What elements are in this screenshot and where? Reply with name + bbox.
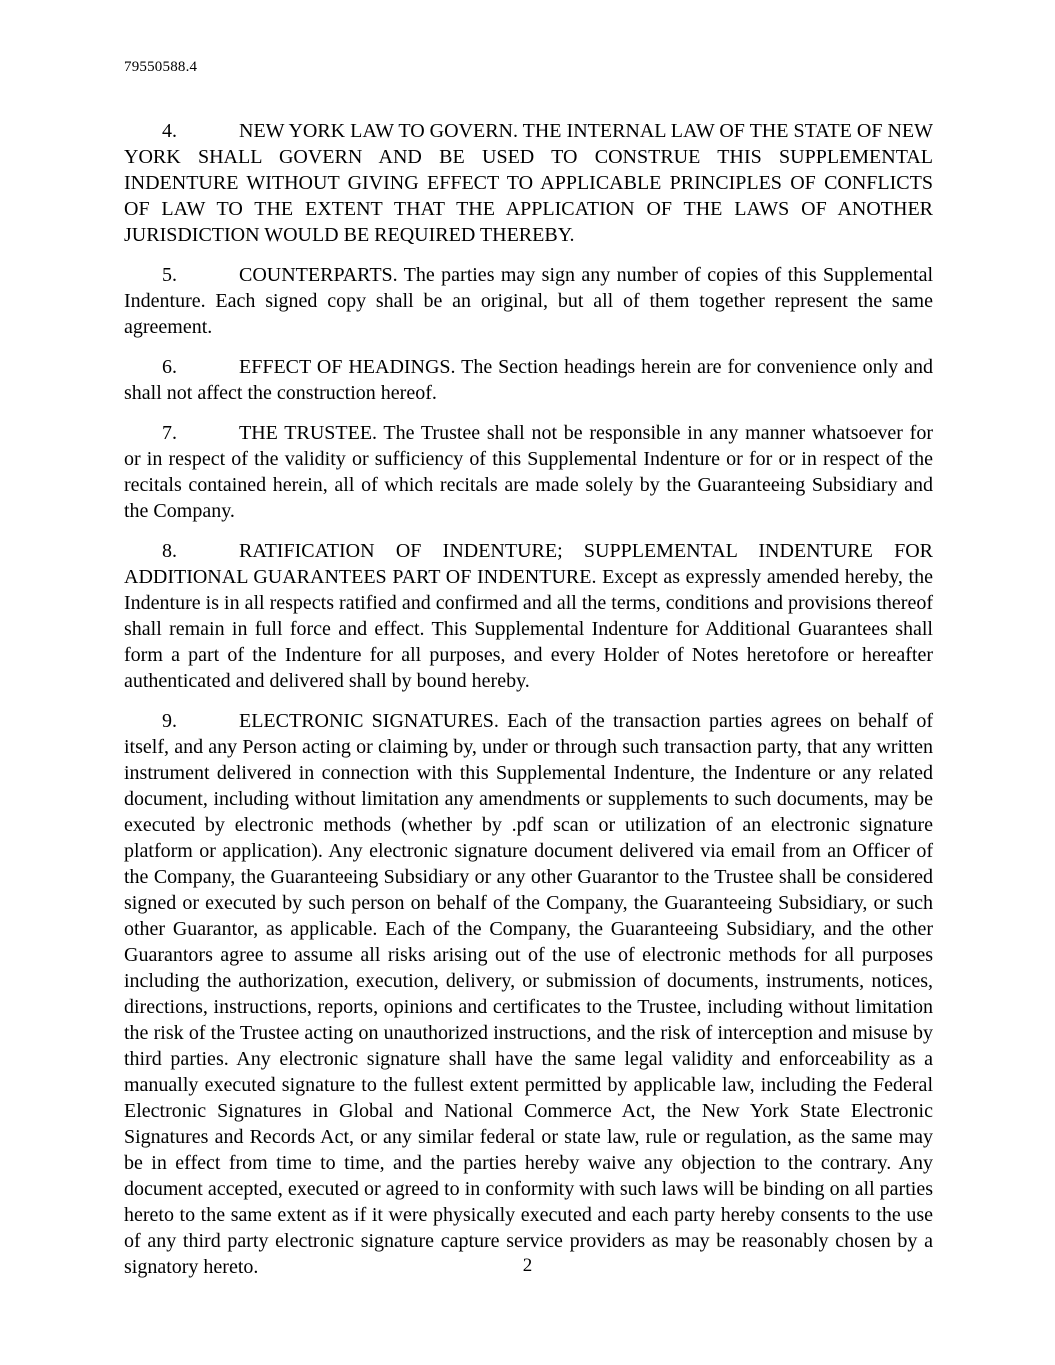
- paragraph-number: 6.: [162, 356, 177, 378]
- paragraph-text: RATIFICATION OF INDENTURE; SUPPLEMENTAL INDENTURE FOR ADDITIONAL GUARANTEES PART OF INDENTURE. Except as expressly amended hereby, the Indenture is in all respects ratified and confirmed and all the terms, conditions and provisions thereof shall remain in full force and effect. This Supplemental Indenture for Additional Guarantees shall form a part of the Indenture for all purposes, and every Holder of Notes heretofore or hereafter authenticated and delivered shall by bound hereby.: [124, 540, 933, 692]
- paragraph-number: 9.: [162, 710, 177, 732]
- paragraph: [124, 262, 933, 340]
- paragraph-number: 8.: [162, 540, 177, 562]
- paragraph: [124, 708, 933, 1280]
- page-number: 2: [522, 1255, 533, 1276]
- paragraph-number: 7.: [162, 422, 177, 444]
- paragraph-text: EFFECT OF HEADINGS. The Section headings herein are for convenience only and shall not affect the construction hereof.: [124, 356, 933, 404]
- paragraph: [124, 118, 933, 248]
- paragraph: [124, 538, 933, 694]
- paragraph-text: COUNTERPARTS. The parties may sign any number of copies of this Supplemental Indenture. Each signed copy shall be an original, but all of them together represent the same agreement.: [124, 264, 933, 338]
- paragraph-number: 5.: [162, 264, 177, 286]
- document-body: [124, 118, 933, 1294]
- paragraph: [124, 420, 933, 524]
- paragraph-number: 4.: [162, 120, 177, 142]
- paragraph-text: THE TRUSTEE. The Trustee shall not be responsible in any manner whatsoever for or in respect of the validity or sufficiency of this Supplemental Indenture or for or in respect of the recitals contained herein, all of which recitals are made solely by the Guaranteeing Subsidiary and the Company.: [124, 422, 933, 522]
- document-control-number: 79550588.4: [124, 59, 198, 75]
- paragraph-text: ELECTRONIC SIGNATURES. Each of the transaction parties agrees on behalf of itself, and any Person acting or claiming by, under or through such transaction party, that any written instrument delivered in connection with this Supplemental Indenture, the Indenture or any related document, including without limitation any amendments or supplements to such documents, may be executed by electronic methods (whether by .pdf scan or utilization of an electronic signature platform or application). Any electronic signature document delivered via email from an Officer of the Company, the Guaranteeing Subsidiary or any other Guarantor to the Trustee shall be considered signed or executed by such person on behalf of the Company, the Guaranteeing Subsidiary, or such other Guarantor, as applicable. Each of the Company, the Guaranteeing Subsidiary, and the other Guarantors agree to assume all risks arising out of the use of electronic methods for all purposes including the authorization, execution, delivery, or submission of documents, instruments, notices, directions, instructions, reports, opinions and certificates to the Trustee, including without limitation the risk of the Trustee acting on unauthorized instructions, and the risk of interception and misuse by third parties. Any electronic signature shall have the same legal validity and enforceability as a manually executed signature to the fullest extent permitted by applicable law, including the Federal Electronic Signatures in Global and National Commerce Act, the New York State Electronic Signatures and Records Act, or any similar federal or state law, rule or regulation, as the same may be in effect from time to time, and the parties hereby waive any objection to the contrary. Any document accepted, executed or agreed to in conformity with such laws will be binding on all parties hereto to the same extent as if it were physically executed and each party hereby consents to the use of any third party electronic signature capture service providers as may be reasonably chosen by a signatory hereto.: [124, 710, 933, 1278]
- paragraph: [124, 354, 933, 406]
- paragraph-text: NEW YORK LAW TO GOVERN. THE INTERNAL LAW OF THE STATE OF NEW YORK SHALL GOVERN AND BE USED TO CONSTRUE THIS SUPPLEMENTAL INDENTURE WITHOUT GIVING EFFECT TO APPLICABLE PRINCIPLES OF CONFLICTS OF LAW TO THE EXTENT THAT THE APPLICATION OF THE LAWS OF ANOTHER JURISDICTION WOULD BE REQUIRED THEREBY.: [124, 120, 933, 246]
